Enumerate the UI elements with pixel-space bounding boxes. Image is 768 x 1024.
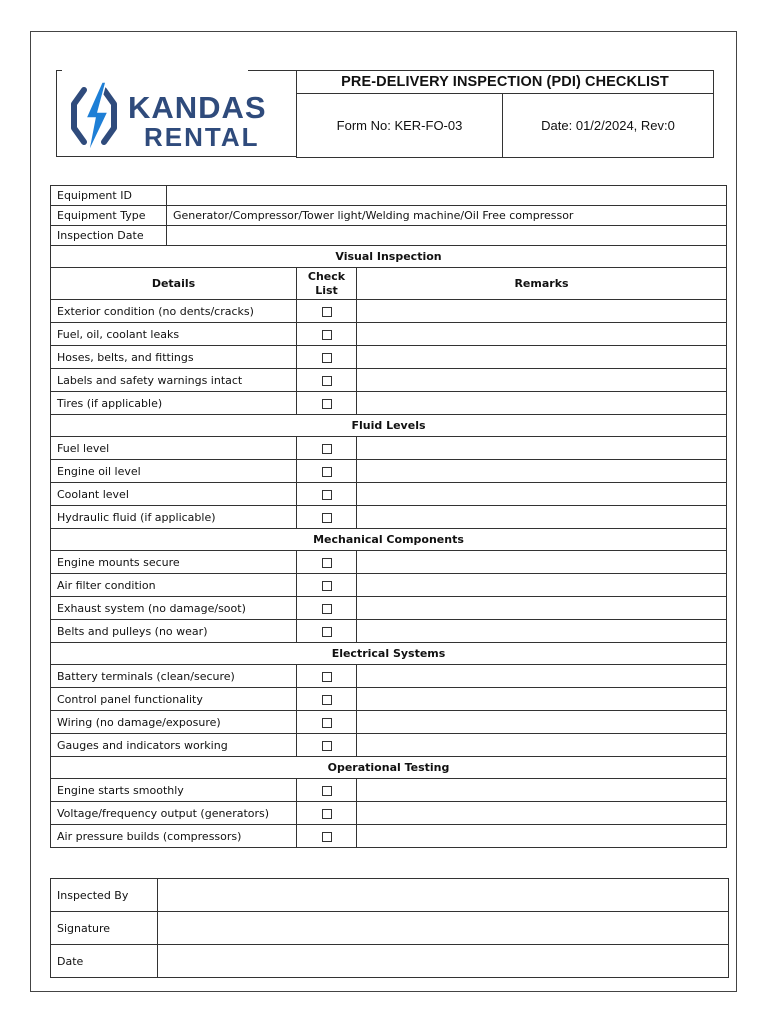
- checkbox-cell: [297, 665, 357, 688]
- checkbox[interactable]: [322, 672, 332, 682]
- checklist-item-label: Control panel functionality: [51, 688, 297, 711]
- section-header-row: [51, 529, 727, 551]
- checkbox-cell: [297, 346, 357, 369]
- remarks-column-header: Remarks: [357, 268, 727, 300]
- signoff-row: [51, 945, 729, 978]
- column-header-row: [51, 268, 727, 300]
- section-header-row: [51, 757, 727, 779]
- inspection-date-field[interactable]: [167, 226, 727, 246]
- section-header-row: [51, 643, 727, 665]
- checklist-item-label: Air pressure builds (compressors): [51, 825, 297, 848]
- checkbox-cell: [297, 437, 357, 460]
- form-number: Form No: KER-FO-03: [297, 94, 503, 158]
- signoff-label: Signature: [51, 912, 158, 945]
- checklist-item-label: Tires (if applicable): [51, 392, 297, 415]
- checklist-item-label: Battery terminals (clean/secure): [51, 665, 297, 688]
- checkbox[interactable]: [322, 307, 332, 317]
- remarks-field[interactable]: [357, 506, 727, 529]
- checkbox[interactable]: [322, 627, 332, 637]
- remarks-field[interactable]: [357, 734, 727, 757]
- remarks-field[interactable]: [357, 369, 727, 392]
- info-row: [51, 186, 727, 206]
- checklist-item-row: [51, 779, 727, 802]
- info-label: Equipment Type: [51, 206, 167, 226]
- checkbox-cell: [297, 597, 357, 620]
- signoff-label: Inspected By: [51, 879, 158, 912]
- checklist-item-row: [51, 392, 727, 415]
- signoff-row: [51, 912, 729, 945]
- checkbox[interactable]: [322, 581, 332, 591]
- section-header-row: [51, 246, 727, 268]
- checkbox-cell: [297, 688, 357, 711]
- checklist-item-label: Engine mounts secure: [51, 551, 297, 574]
- remarks-field[interactable]: [357, 392, 727, 415]
- form-title: PRE-DELIVERY INSPECTION (PDI) CHECKLIST: [297, 71, 714, 94]
- checklist-item-label: Engine starts smoothly: [51, 779, 297, 802]
- signoff-row: [51, 879, 729, 912]
- checklist-item-row: [51, 437, 727, 460]
- section-title: Operational Testing: [51, 757, 727, 779]
- remarks-field[interactable]: [357, 460, 727, 483]
- checklist-item-label: Fuel level: [51, 437, 297, 460]
- remarks-field[interactable]: [357, 346, 727, 369]
- checklist-table: [50, 185, 727, 848]
- checklist-item-row: [51, 688, 727, 711]
- checkbox-cell: [297, 323, 357, 346]
- section-header-row: [51, 415, 727, 437]
- equipment-type-field[interactable]: Generator/Compressor/Tower light/Welding machine/Oil Free compressor: [167, 206, 727, 226]
- checkbox[interactable]: [322, 718, 332, 728]
- checklist-item-label: Hydraulic fluid (if applicable): [51, 506, 297, 529]
- checklist-item-label: Belts and pulleys (no wear): [51, 620, 297, 643]
- checkbox[interactable]: [322, 444, 332, 454]
- checklist-item-row: [51, 711, 727, 734]
- checkbox[interactable]: [322, 695, 332, 705]
- checkbox[interactable]: [322, 467, 332, 477]
- checklist-item-label: Gauges and indicators working: [51, 734, 297, 757]
- checklist-item-row: [51, 551, 727, 574]
- signature-field[interactable]: [158, 912, 729, 945]
- remarks-field[interactable]: [357, 300, 727, 323]
- remarks-field[interactable]: [357, 779, 727, 802]
- checklist-item-row: [51, 734, 727, 757]
- checkbox-cell: [297, 620, 357, 643]
- section-title: Visual Inspection: [51, 246, 727, 268]
- remarks-field[interactable]: [357, 620, 727, 643]
- details-column-header: Details: [51, 268, 297, 300]
- remarks-field[interactable]: [357, 711, 727, 734]
- checkbox-cell: [297, 460, 357, 483]
- checkbox[interactable]: [322, 490, 332, 500]
- checkbox[interactable]: [322, 558, 332, 568]
- checkbox-cell: [297, 802, 357, 825]
- logo-text-line1: KANDAS: [128, 90, 267, 125]
- form-date-revision: Date: 01/2/2024, Rev:0: [503, 94, 714, 158]
- checkbox-cell: [297, 300, 357, 323]
- checkbox-cell: [297, 392, 357, 415]
- checklist-item-row: [51, 460, 727, 483]
- checkbox-cell: [297, 711, 357, 734]
- checkbox[interactable]: [322, 513, 332, 523]
- remarks-field[interactable]: [357, 688, 727, 711]
- remarks-field[interactable]: [357, 551, 727, 574]
- section-title: Fluid Levels: [51, 415, 727, 437]
- checkbox-cell: [297, 483, 357, 506]
- checklist-item-row: [51, 574, 727, 597]
- checkbox-cell: [297, 551, 357, 574]
- remarks-field[interactable]: [357, 802, 727, 825]
- checklist-item-label: Fuel, oil, coolant leaks: [51, 323, 297, 346]
- checkbox-cell: [297, 574, 357, 597]
- checkbox[interactable]: [322, 399, 332, 409]
- remarks-field[interactable]: [357, 665, 727, 688]
- info-label: Inspection Date: [51, 226, 167, 246]
- checklist-item-label: Air filter condition: [51, 574, 297, 597]
- checklist-item-row: [51, 323, 727, 346]
- checklist-header-line2: List: [315, 283, 338, 297]
- checkbox[interactable]: [322, 330, 332, 340]
- remarks-field[interactable]: [357, 323, 727, 346]
- checklist-item-row: [51, 597, 727, 620]
- checkbox[interactable]: [322, 809, 332, 819]
- checkbox-cell: [297, 506, 357, 529]
- checkbox-cell: [297, 825, 357, 848]
- signoff-table: [50, 878, 729, 978]
- checklist-item-row: [51, 802, 727, 825]
- checkbox[interactable]: [322, 376, 332, 386]
- info-row: [51, 226, 727, 246]
- checklist-item-row: [51, 825, 727, 848]
- checklist-column-header: [297, 268, 357, 300]
- checklist-item-label: Exhaust system (no damage/soot): [51, 597, 297, 620]
- logo-area: [56, 70, 297, 157]
- checklist-item-label: Voltage/frequency output (generators): [51, 802, 297, 825]
- equipment-id-field[interactable]: [167, 186, 727, 206]
- checklist-item-label: Hoses, belts, and fittings: [51, 346, 297, 369]
- lightning-shield-icon: [64, 78, 294, 154]
- checkbox[interactable]: [322, 604, 332, 614]
- signoff-label: Date: [51, 945, 158, 978]
- remarks-field[interactable]: [357, 574, 727, 597]
- checklist-item-row: [51, 483, 727, 506]
- checklist-item-row: [51, 369, 727, 392]
- checkbox[interactable]: [322, 741, 332, 751]
- checklist-item-row: [51, 506, 727, 529]
- checklist-item-label: Engine oil level: [51, 460, 297, 483]
- checklist-item-row: [51, 665, 727, 688]
- remarks-field[interactable]: [357, 483, 727, 506]
- section-title: Mechanical Components: [51, 529, 727, 551]
- checklist-item-row: [51, 620, 727, 643]
- logo-text-line2: RENTAL: [144, 122, 260, 152]
- checkbox-cell: [297, 369, 357, 392]
- checkbox[interactable]: [322, 786, 332, 796]
- inspected-by-field[interactable]: [158, 879, 729, 912]
- remarks-field[interactable]: [357, 597, 727, 620]
- checklist-item-row: [51, 346, 727, 369]
- checkbox[interactable]: [322, 353, 332, 363]
- checklist-item-label: Exterior condition (no dents/cracks): [51, 300, 297, 323]
- header-table: [296, 70, 714, 158]
- section-title: Electrical Systems: [51, 643, 727, 665]
- signoff-date-field[interactable]: [158, 945, 729, 978]
- checkbox-cell: [297, 734, 357, 757]
- checklist-item-label: Labels and safety warnings intact: [51, 369, 297, 392]
- info-label: Equipment ID: [51, 186, 167, 206]
- remarks-field[interactable]: [357, 825, 727, 848]
- info-row: [51, 206, 727, 226]
- checklist-item-label: Coolant level: [51, 483, 297, 506]
- checklist-item-label: Wiring (no damage/exposure): [51, 711, 297, 734]
- checklist-header-line1: Check: [307, 269, 346, 283]
- checklist-item-row: [51, 300, 727, 323]
- remarks-field[interactable]: [357, 437, 727, 460]
- checkbox-cell: [297, 779, 357, 802]
- checkbox[interactable]: [322, 832, 332, 842]
